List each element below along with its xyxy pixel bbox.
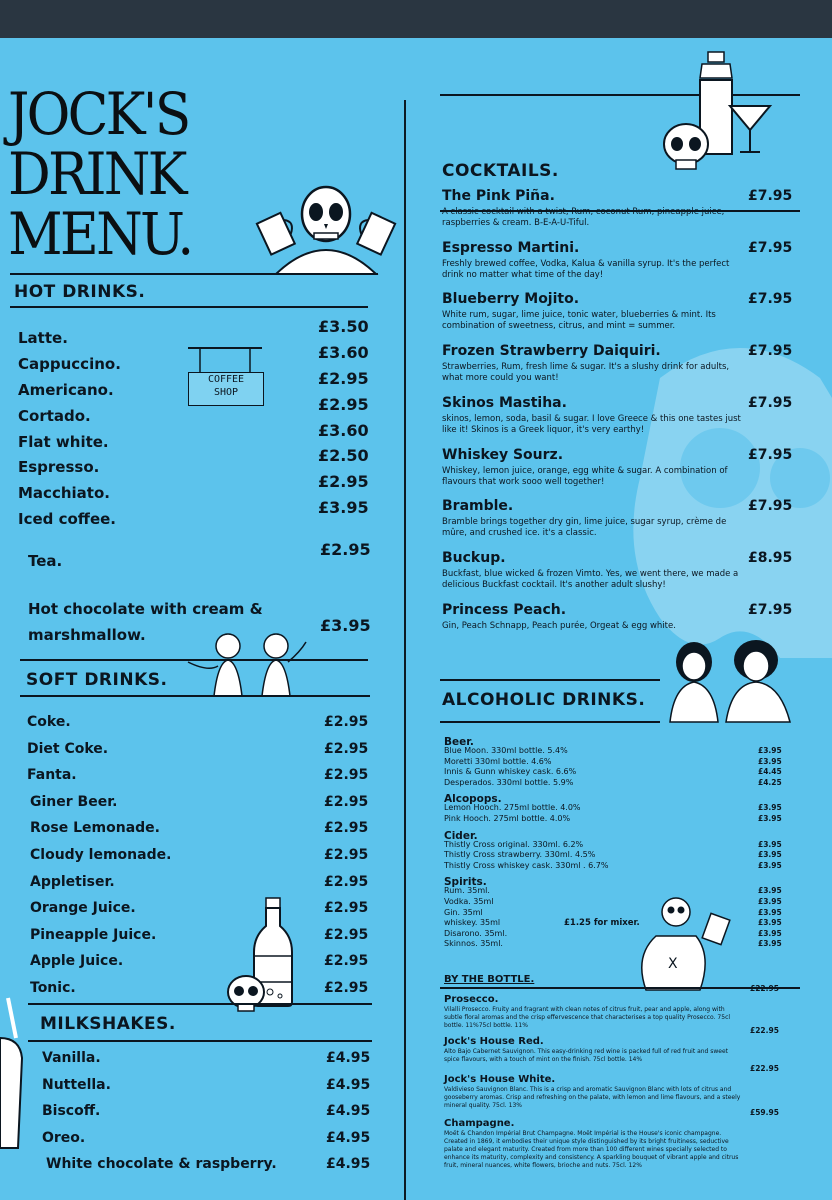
alcoholic-item-price: £3.95 bbox=[758, 850, 782, 860]
cocktail-description: Whiskey, lemon juice, orange, egg white & sugar. A combination of flavours that work sooo well together! bbox=[442, 465, 728, 487]
svg-text:X: X bbox=[668, 956, 678, 972]
alcoholic-item-name: Pink Hooch. 275ml bottle. 4.0% bbox=[444, 814, 571, 823]
soft-drinks-rule-top bbox=[20, 659, 368, 661]
cocktail-skull-icon bbox=[660, 122, 712, 172]
cocktail-name: The Pink Piña. bbox=[442, 188, 555, 204]
alcoholic-item-price: £3.95 bbox=[758, 918, 782, 928]
title-line-2: DRINK bbox=[8, 140, 185, 208]
hot-drink-price: £2.95 bbox=[318, 369, 369, 388]
cocktail-price: £7.95 bbox=[748, 188, 793, 204]
by-the-bottle-rule bbox=[440, 987, 800, 989]
hot-drink-price: £2.50 bbox=[318, 446, 369, 465]
soft-drink-price: £2.95 bbox=[324, 900, 369, 917]
alcoholic-item-price: £4.45 bbox=[758, 767, 782, 777]
soft-drink-price: £2.95 bbox=[324, 873, 369, 890]
milkshakes-rule-top bbox=[28, 1003, 372, 1005]
bottle-description: Valdivieso Sauvignon Blanc. This is a crisp and aromatic Sauvignon Blanc with lots of citrus and gooseberry aromas. Crisp and refreshing on the palate, with lemon and lime flavours, and a steely mineral quality. 75cl. 13% bbox=[444, 1086, 741, 1109]
hot-drink-name: Flat white. bbox=[18, 433, 109, 451]
alcoholic-item-name: Gin. 35ml bbox=[444, 907, 483, 917]
soft-drink-price: £2.95 bbox=[324, 820, 369, 837]
tea-name: Tea. bbox=[28, 552, 63, 570]
alcoholic-item-price: £3.95 bbox=[758, 860, 782, 870]
milkshake-name: Nuttella. bbox=[42, 1076, 111, 1093]
coffee-sign-line-1: COFFEE bbox=[207, 374, 245, 385]
hot-drinks-rule bbox=[10, 306, 368, 308]
hot-drink-price: £3.60 bbox=[318, 421, 369, 440]
alcoholic-item-name: Thistly Cross whiskey cask. 330ml . 6.7% bbox=[444, 860, 609, 870]
alcoholic-item-name: Thistly Cross strawberry. 330ml. 4.5% bbox=[444, 850, 596, 860]
alcoholic-item-price: £3.95 bbox=[758, 814, 782, 823]
mixer-note: £1.25 for mixer. bbox=[564, 918, 640, 928]
milkshake-price: £4.95 bbox=[326, 1156, 371, 1173]
alcoholic-item-price: £3.95 bbox=[758, 907, 782, 917]
coffee-sign-line-2: SHOP bbox=[213, 387, 239, 398]
milkshake-price: £4.95 bbox=[326, 1076, 371, 1093]
soft-drink-name: Rose Lemonade. bbox=[30, 820, 160, 837]
cocktail-description: Freshly brewed coffee, Vodka, Kalua & vanilla syrup. It's the perfect drink no matter what time of the day! bbox=[442, 258, 730, 280]
menu-title bbox=[8, 80, 192, 268]
soft-drink-name: Appletiser. bbox=[30, 873, 115, 890]
cocktail-description: A classic cocktail with a twist, Rum, coconut Rum, pineapple juice, raspberries & cream. B-E-A-U-Tiful. bbox=[442, 207, 725, 228]
drink-menu bbox=[0, 38, 832, 1200]
cocktail-name: Blueberry Mojito. bbox=[442, 291, 580, 308]
soft-drink-price: £2.95 bbox=[324, 953, 369, 970]
bottle-description: Moët & Chandon Impérial Brut Champagne. Moët Impérial is the House's iconic champagne. Created in 1869, it embodies their unique style distinguished by its bright fruitiness, seductive palate and elegant maturity. Created from more than 100 different wines specially selected to enhance its maturity, complexity and consistency. A sparkling bouquet of vibrant apple and citrus fruit, mineral nuances, white flowers, brioche and nuts. 75cl. 12% bbox=[444, 1130, 739, 1169]
tea-price: £2.95 bbox=[320, 540, 371, 559]
cocktail-description: skinos, lemon, soda, basil & sugar. I love Greece & this one tastes just like it! Skinos is a Greek liquor, it's very earthy! bbox=[442, 413, 741, 435]
hot-drink-name: Macchiato. bbox=[18, 484, 110, 502]
cocktail-price: £7.95 bbox=[748, 239, 793, 256]
hot-drink-price: £2.95 bbox=[318, 395, 369, 414]
cocktail-price: £8.95 bbox=[748, 549, 793, 566]
bottle-price: £22.95 bbox=[750, 1064, 779, 1073]
cocktail-name: Espresso Martini. bbox=[442, 239, 580, 256]
hot-drink-name: Latte. bbox=[18, 329, 68, 347]
alcoholic-item-name: Blue Moon. 330ml bottle. 5.4% bbox=[444, 746, 568, 755]
bottle-description: Alto Bajo Cabernet Sauvignon. This easy-drinking red wine is packed full of red fruit and sweet spice flavours, with a touch of mint on the finish. 75cl bottle. 14% bbox=[444, 1048, 729, 1063]
by-the-bottle-heading: BY THE BOTTLE. bbox=[444, 974, 535, 985]
hot-drink-name: Espresso. bbox=[18, 458, 100, 476]
cocktail-description: Strawberries, Rum, fresh lime & sugar. It's a slushy drink for adults, what more could you want! bbox=[442, 362, 730, 384]
soft-drink-name: Pineapple Juice. bbox=[30, 926, 157, 943]
alcoholic-item-price: £3.95 bbox=[758, 939, 782, 949]
cocktail-name: Frozen Strawberry Daiquiri. bbox=[442, 343, 661, 360]
soft-drink-price: £2.95 bbox=[324, 847, 369, 863]
cocktail-price: £7.95 bbox=[748, 446, 793, 463]
alcoholic-item-name: Moretti 330ml bottle. 4.6% bbox=[444, 756, 552, 766]
bottle-name: Jock's House White. bbox=[444, 1074, 556, 1085]
cocktail-name: Skinos Mastiha. bbox=[442, 394, 567, 411]
soft-drink-name: Fanta. bbox=[27, 767, 77, 784]
alcoholic-item-name: Disarono. 35ml. bbox=[444, 928, 508, 938]
alcoholic-rule-top bbox=[440, 679, 660, 681]
coffee-shop-sign bbox=[188, 372, 264, 406]
bottle-description: Vilalli Prosecco. Fruity and fragrant with clean notes of citrus fruit, pear and apple, along with subtle floral aromas and the crisp effervescence that characterises a top quality Prosecco. 75cl bottle. 11%75cl bottle. 11% bbox=[444, 1006, 731, 1029]
hot-drink-price: £3.50 bbox=[318, 317, 369, 336]
alcoholic-item-price: £3.95 bbox=[758, 839, 782, 849]
alcoholic-item-price: £3.95 bbox=[758, 897, 782, 906]
alcoholic-item-name: Skinnos. 35ml. bbox=[444, 939, 503, 949]
hot-chocolate-line-2: marshmallow. bbox=[28, 626, 146, 644]
hot-drinks-heading: HOT DRINKS. bbox=[14, 282, 146, 302]
cocktail-name: Whiskey Sourz. bbox=[442, 446, 564, 463]
alcoholic-item-name: whiskey. 35ml bbox=[444, 918, 501, 928]
graffiti-skull-icon bbox=[600, 338, 832, 658]
alcoholic-item-name: Vodka. 35ml bbox=[444, 897, 494, 906]
cocktail-name: Princess Peach. bbox=[442, 601, 567, 618]
hot-chocolate-price: £3.95 bbox=[320, 616, 371, 635]
cocktail-name: Buckup. bbox=[442, 549, 506, 566]
hot-drink-name: Cortado. bbox=[18, 407, 91, 425]
soft-drink-name: Coke. bbox=[27, 714, 71, 730]
hot-drink-name: Cappuccino. bbox=[18, 355, 121, 373]
milkshake-name: White chocolate & raspberry. bbox=[46, 1156, 277, 1173]
hot-drink-name: Iced coffee. bbox=[18, 510, 116, 528]
cocktail-description: White rum, sugar, lime juice, tonic water, blueberries & mint. Its combination of sweetness, citrus, and mint = summer. bbox=[442, 310, 716, 332]
cocktail-price: £7.95 bbox=[748, 498, 793, 515]
cocktail-description: Bramble brings together dry gin, lime juice, sugar syrup, crème de mûre, and crushed ice. it's a classic. bbox=[442, 517, 727, 539]
cocktail-description: Gin, Peach Schnapp, Peach purée, Orgeat & egg white. bbox=[442, 620, 676, 631]
bottle-name: Champagne. bbox=[444, 1118, 515, 1129]
soft-drink-name: Orange Juice. bbox=[30, 900, 136, 917]
alcoholic-item-name: Thistly Cross original. 330ml. 6.2% bbox=[444, 839, 584, 849]
cocktail-description: Buckfast, blue wicked & frozen Vimto. Yes, we went there, we made a delicious Buckfast cocktail. It's another adult slushy! bbox=[442, 568, 739, 590]
alcoholic-group-name: Beer. bbox=[444, 736, 474, 748]
alcoholic-item-price: £3.95 bbox=[758, 746, 782, 755]
ladies-illustration-icon bbox=[188, 632, 310, 696]
alcoholic-item-name: Innis & Gunn whiskey cask. 6.6% bbox=[444, 767, 577, 777]
milkshake-name: Biscoff. bbox=[42, 1103, 101, 1120]
milkshake-price: £4.95 bbox=[326, 1129, 371, 1146]
soft-drink-price: £2.95 bbox=[324, 793, 369, 810]
milkshake-price: £4.95 bbox=[326, 1103, 371, 1120]
soft-drink-price: £2.95 bbox=[324, 980, 369, 996]
soft-drinks-heading: SOFT DRINKS. bbox=[26, 670, 168, 690]
soft-drink-name: Giner Beer. bbox=[30, 793, 118, 810]
skeleton-beer-icon bbox=[628, 896, 734, 992]
bottle-price: £59.95 bbox=[750, 1108, 779, 1117]
alcoholic-item-name: Desperados. 330ml bottle. 5.9% bbox=[444, 777, 574, 787]
milkshakes-heading: MILKSHAKES. bbox=[40, 1014, 176, 1034]
soft-drink-price: £2.95 bbox=[324, 926, 369, 943]
hot-drinks-rule-top bbox=[10, 273, 378, 275]
alcoholic-item-price: £3.95 bbox=[758, 803, 782, 813]
soft-drink-name: Tonic. bbox=[30, 980, 76, 996]
hot-chocolate-line-1: Hot chocolate with cream & bbox=[28, 600, 263, 618]
sign-hanger-icon bbox=[188, 344, 262, 374]
milkshake-name: Oreo. bbox=[42, 1129, 86, 1146]
soft-drink-name: Apple Juice. bbox=[30, 953, 124, 970]
bottle-price: £22.95 bbox=[750, 1026, 779, 1035]
milkshake-glass-icon bbox=[0, 998, 26, 1158]
column-divider bbox=[404, 100, 406, 1200]
alcoholic-item-name: Lemon Hooch. 275ml bottle. 4.0% bbox=[444, 803, 581, 813]
hot-drink-price: £3.95 bbox=[318, 498, 369, 517]
cocktail-price: £7.95 bbox=[748, 601, 793, 618]
pinup-ladies-icon bbox=[660, 640, 800, 722]
photo-top-edge bbox=[0, 0, 832, 38]
title-line-1: JOCK'S bbox=[8, 80, 189, 148]
hot-drink-price: £2.95 bbox=[318, 472, 369, 491]
alcoholic-item-price: £3.95 bbox=[758, 886, 782, 896]
alcoholic-item-price: £4.25 bbox=[758, 777, 782, 787]
alcoholic-rule bbox=[440, 721, 660, 723]
cocktails-heading: COCKTAILS. bbox=[442, 161, 559, 181]
cocktail-name: Bramble. bbox=[442, 498, 514, 515]
soft-drink-name: Diet Coke. bbox=[27, 740, 109, 757]
soft-drinks-rule bbox=[20, 695, 370, 697]
milkshake-price: £4.95 bbox=[326, 1050, 371, 1066]
skull-beers-icon bbox=[258, 186, 394, 276]
milkshakes-rule bbox=[28, 1040, 372, 1042]
soft-drink-price: £2.95 bbox=[324, 714, 369, 730]
cocktail-price: £7.95 bbox=[748, 343, 793, 360]
alcoholic-group-name: Spirits. bbox=[444, 876, 487, 889]
bottle-name: Jock's House Red. bbox=[444, 1036, 544, 1047]
skull-icon bbox=[224, 974, 268, 1014]
milkshake-name: Vanilla. bbox=[42, 1050, 101, 1066]
bottle-name: Prosecco. bbox=[444, 994, 499, 1005]
cocktail-price: £7.95 bbox=[748, 291, 793, 308]
soft-drink-name: Cloudy lemonade. bbox=[30, 847, 172, 863]
alcoholic-item-price: £3.95 bbox=[758, 756, 782, 766]
cocktail-price: £7.95 bbox=[748, 394, 793, 411]
alcoholic-item-price: £3.95 bbox=[758, 928, 782, 938]
hot-drink-price: £3.60 bbox=[318, 343, 369, 362]
alcoholic-group-name: Alcopops. bbox=[444, 793, 502, 806]
soft-drink-price: £2.95 bbox=[324, 740, 369, 757]
hot-drink-name: Americano. bbox=[18, 381, 114, 399]
bottle-price: £22.95 bbox=[750, 984, 779, 993]
alcoholic-group-name: Cider. bbox=[444, 829, 478, 842]
alcoholic-item-name: Rum. 35ml. bbox=[444, 886, 490, 896]
title-line-3: MENU. bbox=[8, 200, 192, 268]
soft-drink-price: £2.95 bbox=[324, 767, 369, 784]
alcoholic-heading: ALCOHOLIC DRINKS. bbox=[442, 690, 646, 710]
